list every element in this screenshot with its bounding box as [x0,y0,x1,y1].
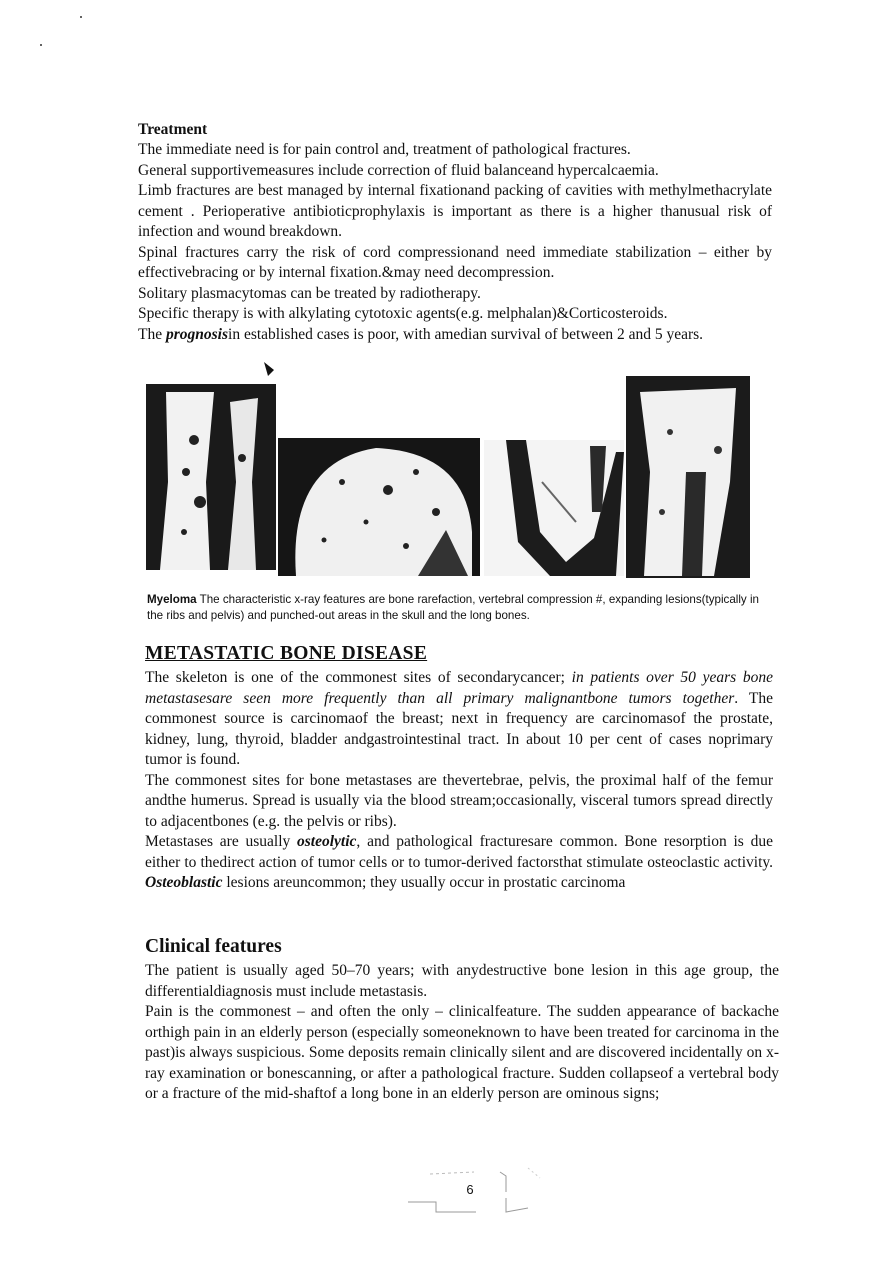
xray-figure [146,362,752,580]
osteoblastic-term: Osteoblastic [145,874,223,891]
caption-label: Myeloma [147,593,197,606]
metastatic-p1-emphasis: in patients over 50 years bone metastasesare seen more frequently than all primary malignantbone tumors together [145,669,773,707]
scan-speck [40,44,42,46]
metastatic-paragraph-1 [145,668,773,771]
treatment-line-1: The immediate need is for pain control and, treatment of pathological fractures. [138,141,631,158]
prognosis-lead: The [138,325,166,343]
xray-images [146,362,752,580]
page-number: 6 [466,1182,474,1197]
metastatic-title: METASTATIC BONE DISEASE [145,643,428,664]
prognosis-rest: in established cases is poor, with amedian survival of between 2 and 5 years. [228,325,704,343]
treatment-line-2: General supportivemeasures include correction of fluid balanceand hypercalcaemia. [138,161,659,179]
treatment-line-6: Specific therapy is with alkylating cytotoxic agents(e.g. melphalan)&Corticosteroids. [138,305,668,322]
caption-text: The characteristic x-ray features are bone rarefaction, vertebral compression #, expanding lesions(typically in the ribs and pelvis) and punched-out areas in the skull and the long bones. [147,593,759,622]
treatment-line-5: Solitary plasmacytomas can be treated by radiotherapy. [138,284,481,302]
metastatic-section [145,642,773,894]
xray-panel-spine [484,440,624,576]
xray-panel-femur [626,376,750,578]
metastatic-p3-a: Metastases are usually [145,833,298,850]
treatment-line-4: Spinal fractures carry the risk of cord compressionand need immediate stabilization – either by effectivebracing or by internal fixation.&may need decompression. [138,243,772,281]
metastatic-p3-e: lesions areuncommon; they usually occur in prostatic carcinoma [222,874,626,891]
prognosis-paragraph [138,325,772,346]
xray-panel-skull [278,438,480,576]
treatment-line-3: Limb fractures are best managed by internal fixationand packing of cavities with methylmethacrylate cement . Perioperative antibioticprophylaxis is important as there is a higher thanusual risk of infection and wound breakdown. [138,182,772,240]
treatment-section [138,120,772,345]
metastatic-p3-c: , and pathological fracturesare common. Bone resorption is due either to thedirect action of tumor cells or to tumor-derived factorsthat stimulate osteoclastic activity. [145,833,773,871]
xray-panel-long-bone [146,362,276,570]
treatment-heading: Treatment [138,121,208,138]
metastatic-p1-start: The skeleton is one of the commonest sites of secondarycancer; [145,669,572,686]
scan-speck [80,16,82,18]
clinical-paragraph-1: The patient is usually aged 50–70 years; with anydestructive bone lesion in this age group, the differentialdiagnosis must include metastasis. [145,962,779,1000]
figure-caption [147,592,773,624]
prognosis-word: prognosis [165,325,229,343]
metastatic-paragraph-3 [145,832,773,894]
metastatic-paragraph-2: The commonest sites for bone metastases are thevertebrae, pelvis, the proximal half of the femur andthe humerus. Spread is usually via the blood stream;occasionally, visceral tumors spread directly to adjacentbones (e.g. the pelvis or ribs). [145,771,773,830]
metastatic-p1-end: . The commonest source is carcinomaof the breast; next in frequency are carcinomasof the prostate, kidney, lung, thyroid, bladder andgastrointestinal tract. In about 10 per cent of cases noprimary tumor is found. [145,689,773,768]
clinical-title: Clinical features [145,936,282,957]
clinical-paragraph-2: Pain is the commonest – and often the only – clinicalfeature. The sudden appearance of backache orthigh pain in an elderly person (especially someoneknown to have been treated for carcinoma in the past)is always suspicious. Some deposits remain clinically silent and are discovered incidentally on x-ray examination or bonescanning, or after a pathological fracture. Sudden collapseof a vertebral body or a fracture of the mid-shaftof a long bone in an elderly person are ominous signs; [145,1003,779,1102]
clinical-section [145,935,779,1105]
osteolytic-term: osteolytic [297,833,357,850]
